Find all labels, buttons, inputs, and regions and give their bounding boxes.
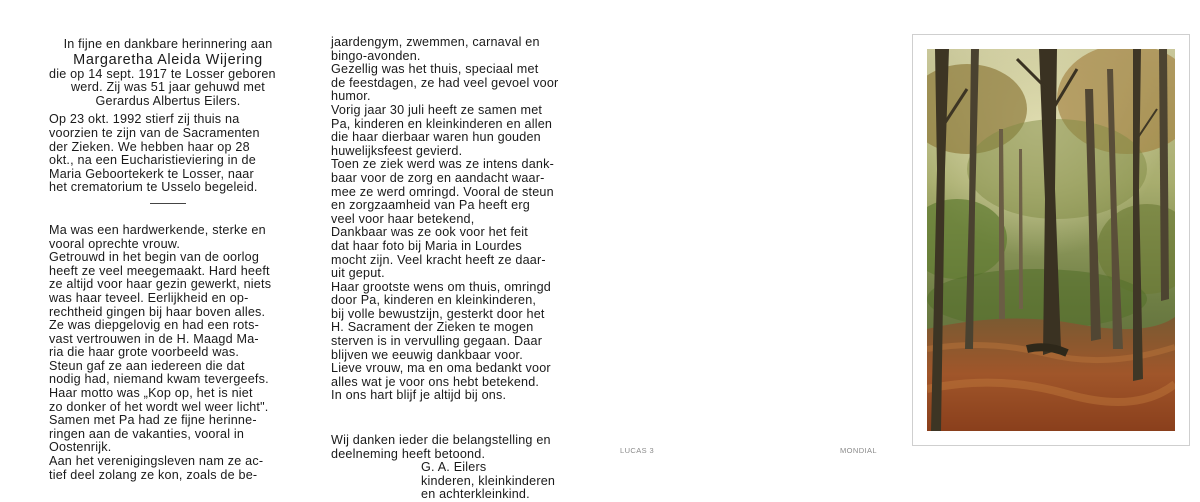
body-line: mocht zijn. Veel kracht heeft ze daar- xyxy=(331,252,546,267)
body-line: Aan het verenigingsleven nam ze ac- xyxy=(49,454,264,469)
body-line: H. Sacrament der Zieken te mogen xyxy=(331,320,534,335)
body-line: uit geput. xyxy=(331,266,385,281)
body-line: ze altijd voor haar gezin gewerkt, niets xyxy=(49,277,272,292)
left-text-column xyxy=(49,38,287,482)
body-line: Oostenrijk. xyxy=(49,440,112,455)
body-line: huwelijksfeest gevierd. xyxy=(331,143,463,158)
thanks-line: deelneming heeft betoond. xyxy=(331,446,486,461)
card-label: MONDIAL xyxy=(840,446,877,455)
spouse-name: Gerardus Albertus Eilers. xyxy=(95,93,241,108)
body-line: zo donker of het wordt wel weer licht". xyxy=(49,399,269,414)
body-line: was haar teveel. Eerlijkheid en op- xyxy=(49,290,249,305)
death-line: der Zieken. We hebben haar op 28 xyxy=(49,139,250,154)
death-line: Maria Geboortekerk te Losser, naar xyxy=(49,166,254,181)
body-line: en zorgzaamheid van Pa heeft erg xyxy=(331,198,530,213)
body-line: alles wat je voor ons hebt betekend. xyxy=(331,374,540,389)
body-line: mee ze werd omringd. Vooral de steun xyxy=(331,184,554,199)
body-line: sterven is in vervulling gegaan. Daar xyxy=(331,334,543,349)
forest-photo xyxy=(927,49,1175,431)
body-line: dat haar foto bij Maria in Lourdes xyxy=(331,238,522,253)
body-line: door Pa, kinderen en kleinkinderen, xyxy=(331,293,537,308)
body-line: de feestdagen, ze had veel gevoel voor xyxy=(331,75,559,90)
body-line: Gezellig was het thuis, speciaal met xyxy=(331,62,539,77)
deceased-name: Margaretha Aleida Wijering xyxy=(73,51,263,68)
divider-rule xyxy=(150,203,186,204)
body-line: baar voor de zorg en aandacht waar- xyxy=(331,170,545,185)
body-line: nodig had, niemand kwam tevergeefs. xyxy=(49,372,269,387)
intro-line: In fijne en dankbare herinnering aan xyxy=(63,37,273,51)
signature-line: kinderen, kleinkinderen xyxy=(421,473,556,488)
body-line: Vorig jaar 30 juli heeft ze samen met xyxy=(331,102,543,117)
body-line: Pa, kinderen en kleinkinderen en allen xyxy=(331,116,553,131)
body-line: bingo-avonden. xyxy=(331,48,421,63)
signature-line: en achterkleinkind. xyxy=(421,487,530,502)
birth-line: die op 14 sept. 1917 te Losser geboren xyxy=(49,66,276,81)
body-line: blijven we eeuwig dankbaar voor. xyxy=(331,347,523,362)
photo-frame xyxy=(912,34,1190,446)
body-line: die haar dierbaar waren hun gouden xyxy=(331,130,541,145)
body-line: Ma was een hardwerkende, sterke en xyxy=(49,222,266,237)
death-line: Op 23 okt. 1992 stierf zij thuis na xyxy=(49,112,240,127)
body-line: jaardengym, zwemmen, carnaval en xyxy=(331,35,540,49)
death-line: voorzien te zijn van de Sacramenten xyxy=(49,125,260,140)
body-line: vooral oprechte vrouw. xyxy=(49,236,181,251)
body-line: rechtheid gingen bij haar boven alles. xyxy=(49,304,266,319)
signature-line: G. A. Eilers xyxy=(421,460,487,475)
body-line: Dankbaar was ze ook voor het feit xyxy=(331,225,529,240)
death-line: okt., na een Eucharistieviering in de xyxy=(49,153,256,168)
body-line: Haar motto was „Kop op, het is niet xyxy=(49,386,253,401)
body-line: ria die haar grote voorbeeld was. xyxy=(49,345,240,360)
printer-label: LUCAS 3 xyxy=(620,446,655,455)
body-line: bij volle bewustzijn, gesterkt door het xyxy=(331,306,545,321)
body-line: Ze was diepgelovig en had een rots- xyxy=(49,318,260,333)
body-line: ringen aan de vakanties, vooral in xyxy=(49,426,245,441)
body-line: humor. xyxy=(331,89,371,104)
middle-text-column xyxy=(331,36,569,502)
body-line: tief deel zolang ze kon, zoals de be- xyxy=(49,467,258,482)
body-line: veel voor haar betekend, xyxy=(331,211,475,226)
marriage-line: werd. Zij was 51 jaar gehuwd met xyxy=(71,80,265,95)
body-line: Steun gaf ze aan iedereen die dat xyxy=(49,358,245,373)
body-line: Samen met Pa had ze fijne herinne- xyxy=(49,413,257,428)
body-line: Lieve vrouw, ma en oma bedankt voor xyxy=(331,361,551,376)
body-line: heeft ze veel meegemaakt. Hard heeft xyxy=(49,263,270,278)
body-line: In ons hart blijf je altijd bij ons. xyxy=(331,388,507,403)
body-line: vast vertrouwen in de H. Maagd Ma- xyxy=(49,331,259,346)
death-line: het crematorium te Usselo begeleid. xyxy=(49,180,258,195)
thanks-line: Wij danken ieder die belangstelling en xyxy=(331,433,551,448)
body-line: Getrouwd in het begin van de oorlog xyxy=(49,250,260,265)
body-line: Haar grootste wens om thuis, omringd xyxy=(331,279,551,294)
body-line: Toen ze ziek werd was ze intens dank- xyxy=(331,157,554,172)
